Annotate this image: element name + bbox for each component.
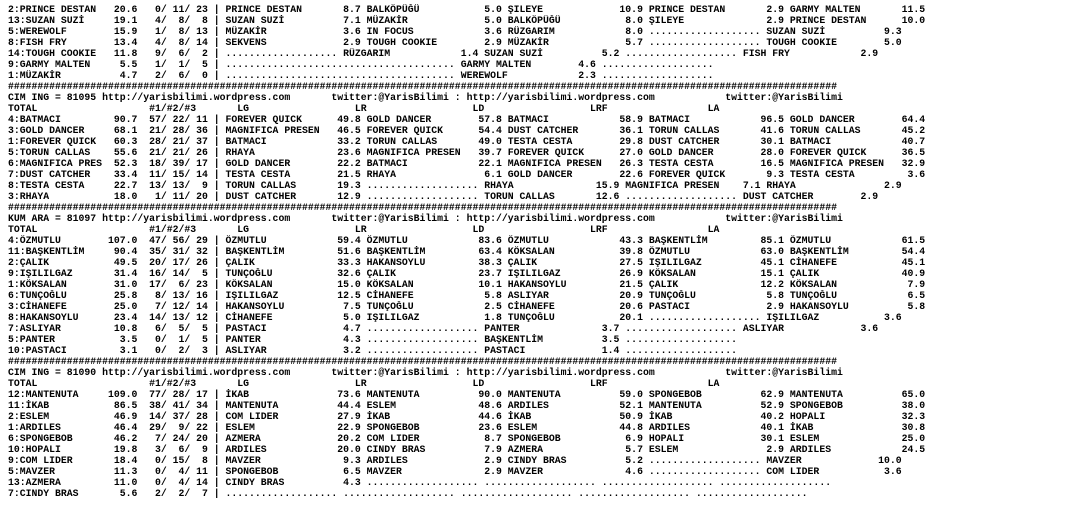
text-line: 5:WEREWOLF 15.9 1/ 8/ 13 | MÜZAKİR 3.6 IN FOCUS 3.6 RÜZGARIM 8.0 ................... SUZAN SUZİ 9.3	[8, 26, 902, 37]
text-line: 2:ESLEM 46.9 14/ 37/ 28 | COM LIDER 27.9 İKAB 44.6 İKAB 50.9 İKAB 40.2 HOPALI 32.3	[8, 411, 926, 422]
text-line: 4:ÖZMUTLU 107.0 47/ 56/ 29 | ÖZMUTLU 59.4 ÖZMUTLU 83.6 ÖZMUTLU 43.3 BAŞKENTLİM 85.1 ÖZMUTLU 61.5	[8, 235, 926, 246]
text-line: 3:GOLD DANCER 68.1 21/ 28/ 36 | MAGNIFICA PRESEN 46.5 FOREVER QUICK 54.4 DUST CATCHER 36.1 TORUN CALLAS 41.6 TORUN CALLAS 45.2	[8, 125, 926, 136]
text-line: 12:MANTENUTA 109.0 77/ 28/ 17 | İKAB 73.6 MANTENUTA 90.0 MANTENUTA 59.0 SPONGEBOB 62.9 MANTENUTA 65.0	[8, 389, 926, 400]
text-line: 7:DUST CATCHER 33.4 11/ 15/ 14 | TESTA CESTA 21.5 RHAYA 6.1 GOLD DANCER 22.6 FOREVER QUICK 9.3 TESTA CESTA 3.6	[8, 169, 926, 180]
text-line: 2:ÇALIK 49.5 20/ 17/ 26 | ÇALIK 33.3 HAKANSOYLU 38.3 ÇALIK 27.5 IŞILILGAZ 45.1 CİHANEFE 45.1	[8, 257, 926, 268]
text-line: 2:PRINCE DESTAN 20.6 0/ 11/ 23 | PRINCE DESTAN 8.7 BALKÖPÜĞÜ 5.0 ŞILEYE 10.9 PRINCE DESTAN 2.9 GARMY MALTEN 11.5	[8, 4, 926, 15]
text-line: 1:KÖKSALAN 31.0 17/ 6/ 23 | KÖKSALAN 15.0 KÖKSALAN 10.1 HAKANSOYLU 21.5 ÇALIK 12.2 KÖKSALAN 7.9	[8, 279, 926, 290]
text-line: 10:PASTACI 3.1 0/ 2/ 3 | ASLIYAR 3.2 ................... PASTACI 1.4 ...................	[8, 345, 738, 356]
text-line: KUM ARA = 81097 http://yarisbilimi.wordpress.com twitter:@YarisBilimi : http://yarisbilimi.wordpress.com twitter:@YarisBilimi	[8, 213, 843, 224]
text-line: 11:BAŞKENTLİM 90.4 35/ 31/ 32 | BAŞKENTLİM 51.6 BAŞKENTLİM 63.4 KÖKSALAN 39.8 ÖZMUTLU 63.0 BAŞKENTLİM 54.4	[8, 246, 926, 257]
text-line: 14:TOUGH COOKIE 11.8 9/ 6/ 2 | ................... RÜZGARIM 1.4 SUZAN SUZİ 5.2 ................... FISH FRY 2.9	[8, 48, 879, 59]
text-line: 8:FISH FRY 13.4 4/ 8/ 14 | SEKVENS 2.9 TOUGH COOKIE 2.9 MÜZAKİR 5.7 ................... TOUGH COOKIE 5.0	[8, 37, 902, 48]
text-line: TOTAL #1/#2/#3 LG LR LD LRF LA	[8, 378, 720, 389]
text-line: 10:HOPALI 19.8 3/ 6/ 9 | ARDILES 20.0 CINDY BRAS 7.9 AZMERA 5.7 ESLEM 2.9 ARDILES 24.5	[8, 444, 926, 455]
text-line: 5:PANTER 3.5 0/ 1/ 5 | PANTER 4.3 ................... BAŞKENTLİM 3.5 ...................	[8, 334, 738, 345]
text-line: TOTAL #1/#2/#3 LG LR LD LRF LA	[8, 224, 720, 235]
separator-line: #############################################################################################################################################	[8, 81, 837, 92]
text-line: 13:AZMERA 11.0 0/ 4/ 14 | CINDY BRAS 4.3 ................... ................... ................... ...................	[8, 477, 832, 488]
text-line: 6:TUNÇOĞLU 25.8 8/ 13/ 16 | IŞILILGAZ 12.5 CİHANEFE 5.8 ASLIYAR 20.9 TUNÇOĞLU 5.8 TUNÇOĞLU 6.5	[8, 290, 926, 301]
separator-line: #############################################################################################################################################	[8, 356, 837, 367]
text-line: 4:BATMACI 90.7 57/ 22/ 11 | FOREVER QUICK 49.8 GOLD DANCER 57.8 BATMACI 58.9 BATMACI 96.5 GOLD DANCER 64.4	[8, 114, 926, 125]
text-line: 8:HAKANSOYLU 23.4 14/ 13/ 12 | CİHANEFE 5.0 IŞILILGAZ 1.8 TUNÇOĞLU 20.1 ................... IŞILILGAZ 3.6	[8, 312, 902, 323]
text-line: 1:MÜZAKİR 4.7 2/ 6/ 0 | ....................................... WEREWOLF 2.3 ...................	[8, 70, 714, 81]
text-line: CIM ING = 81095 http://yarisbilimi.wordpress.com twitter:@YarisBilimi : http://yarisbilimi.wordpress.com twitter:@YarisBilimi	[8, 92, 843, 103]
text-line: 1:FOREVER QUICK 60.3 28/ 21/ 37 | BATMACI 33.2 TORUN CALLAS 49.0 TESTA CESTA 29.8 DUST CATCHER 30.1 BATMACI 40.7	[8, 136, 926, 147]
text-line: 7:CINDY BRAS 5.6 2/ 2/ 7 | ................... ................... ................... ................... ...................	[8, 488, 808, 499]
text-line: 9:GARMY MALTEN 5.5 1/ 1/ 5 | ....................................... GARMY MALTEN 4.6 ...................	[8, 59, 714, 70]
text-line: 6:SPONGEBOB 46.2 7/ 24/ 20 | AZMERA 20.2 COM LIDER 8.7 SPONGEBOB 6.9 HOPALI 30.1 ESLEM 25.0	[8, 433, 926, 444]
text-line: 11:İKAB 86.5 38/ 41/ 34 | MANTENUTA 44.4 ESLEM 48.6 ARDILES 52.1 MANTENUTA 52.9 SPONGEBOB 38.0	[8, 400, 926, 411]
text-line: 13:SUZAN SUZİ 19.1 4/ 8/ 8 | SUZAN SUZİ 7.1 MÜZAKİR 5.0 BALKÖPÜĞÜ 8.0 ŞILEYE 2.9 PRINCE DESTAN 10.0	[8, 15, 926, 26]
text-line: 3:RHAYA 18.0 1/ 11/ 20 | DUST CATCHER 12.9 ................... TORUN CALLAS 12.6 ................... DUST CATCHER 2.9	[8, 191, 879, 202]
text-line: 5:TORUN CALLAS 55.6 21/ 21/ 26 | RHAYA 23.6 MAGNIFICA PRESEN 39.7 FOREVER QUICK 27.0 GOLD DANCER 28.0 FOREVER QUICK 36.5	[8, 147, 926, 158]
text-line: 7:ASLIYAR 10.8 6/ 5/ 5 | PASTACI 4.7 ................... PANTER 3.7 ................... ASLIYAR 3.6	[8, 323, 879, 334]
separator-line: #############################################################################################################################################	[8, 202, 837, 213]
text-line: TOTAL #1/#2/#3 LG LR LD LRF LA	[8, 103, 720, 114]
text-line: 9:COM LIDER 18.4 0/ 15/ 8 | MAVZER 9.3 ARDILES 2.9 CINDY BRAS 5.2 ................... MAVZER 10.0	[8, 455, 902, 466]
text-line: 6:MAGNIFICA PRES 52.3 18/ 39/ 17 | GOLD DANCER 22.2 BATMACI 22.1 MAGNIFICA PRESEN 26.3 TESTA CESTA 16.5 MAGNIFICA PRESEN 32.9	[8, 158, 926, 169]
text-line: 3:CİHANEFE 25.0 7/ 12/ 14 | HAKANSOYLU 7.5 TUNÇOĞLU 2.5 CİHANEFE 20.6 PASTACI 2.9 HAKANSOYLU 5.8	[8, 301, 926, 312]
text-line: 1:ARDILES 46.4 29/ 9/ 22 | ESLEM 22.9 SPONGEBOB 23.6 ESLEM 44.8 ARDILES 40.1 İKAB 30.8	[8, 422, 926, 433]
text-line: 5:MAVZER 11.3 0/ 4/ 11 | SPONGEBOB 6.5 MAVZER 2.9 MAVZER 4.6 ................... COM LIDER 3.6	[8, 466, 902, 477]
text-line: 9:IŞILILGAZ 31.4 16/ 14/ 5 | TUNÇOĞLU 32.6 ÇALIK 23.7 IŞILILGAZ 26.9 KÖKSALAN 15.1 ÇALIK 40.9	[8, 268, 926, 279]
text-line: 8:TESTA CESTA 22.7 13/ 13/ 9 | TORUN CALLAS 19.3 ................... RHAYA 15.9 MAGNIFICA PRESEN 7.1 RHAYA 2.9	[8, 180, 902, 191]
text-line: CIM ING = 81090 http://yarisbilimi.wordpress.com twitter:@YarisBilimi : http://yarisbilimi.wordpress.com twitter:@YarisBilimi	[8, 367, 843, 378]
